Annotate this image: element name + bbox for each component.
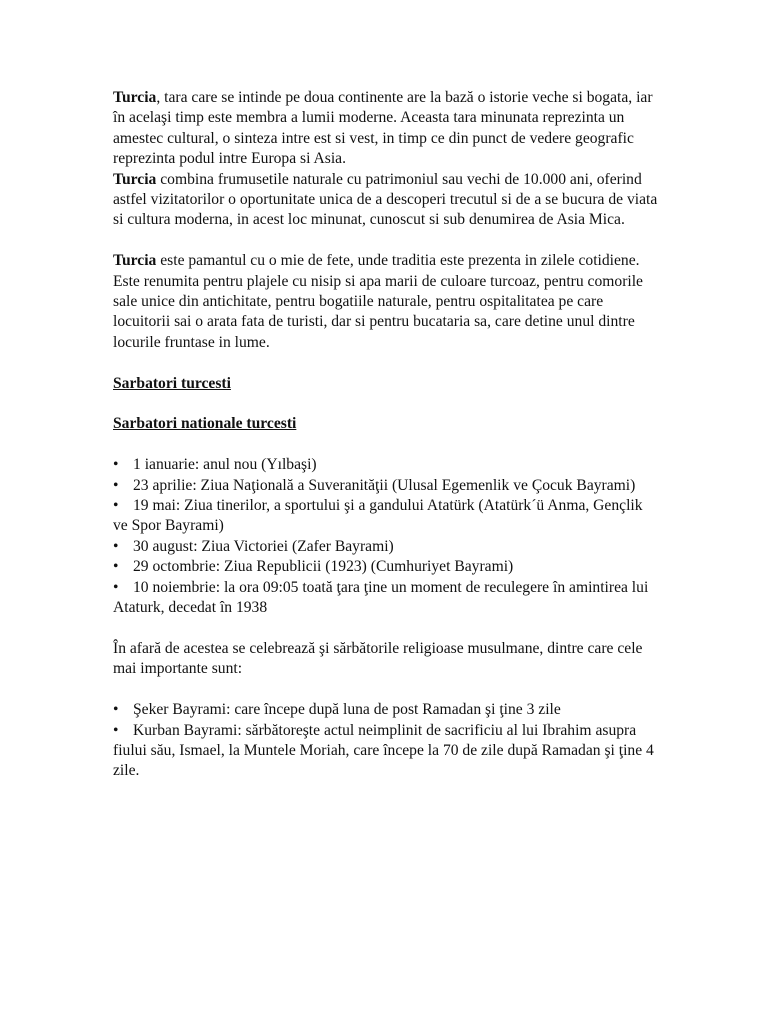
country-keyword: Turcia	[113, 170, 157, 188]
intro-paragraph-3	[113, 251, 658, 353]
bullet-icon: •	[113, 721, 119, 739]
bullet-icon: •	[113, 476, 119, 494]
paragraph-text: este pamantul cu o mie de fete, unde traditia este prezenta in zilele cotidiene. Este renumita pentru plajele cu nisip si apa marii de culoare turcoaz, pentru comorile sale unice din antichitate, pentru bogatiile naturale, pentru ospitalitatea pe care locuitorii sai o arata fata de turisti, dar si pentru bucataria sa, care detine unul dintre locurile fruntase in lume.	[113, 252, 643, 351]
list-item-text: 23 aprilie: Ziua Naţională a Suveranităţii (Ulusal Egemenlik ve Çocuk Bayrami)	[133, 476, 636, 494]
religious-holidays-list	[113, 700, 658, 782]
bullet-icon: •	[113, 537, 119, 555]
bullet-icon: •	[113, 578, 119, 596]
intro-paragraph-2	[113, 170, 658, 231]
list-item-text: 1 ianuarie: anul nou (Yılbaşi)	[133, 456, 317, 474]
intro-paragraph-1	[113, 88, 658, 170]
bullet-icon: •	[113, 456, 119, 474]
document-page	[113, 88, 658, 782]
country-keyword: Turcia	[113, 89, 157, 106]
section-heading: Sarbatori turcesti	[113, 374, 231, 392]
list-item-text: Kurban Bayrami: sărbătoreşte actul neimplinit de sacrificiu al lui Ibrahim asupra fiului său, Ismael, la Muntele Moriah, care începe la 70 de zile după Ramadan şi ţine 4 zile.	[113, 721, 654, 780]
paragraph-text: combina frumusetile naturale cu patrimoniul sau vechi de 10.000 ani, oferind astfel vizitatorilor o oportunitate unica de a descoperi trecutul si de a se bucura de viata si cultura moderna, in acest loc minunat, cunoscut si sub denumirea de Asia Mica.	[113, 170, 658, 229]
list-item	[113, 455, 658, 475]
list-item-text: 29 octombrie: Ziua Republicii (1923) (Cumhuriyet Bayrami)	[133, 558, 514, 576]
bullet-icon: •	[113, 497, 119, 515]
list-item	[113, 557, 658, 577]
list-item-text: 19 mai: Ziua tinerilor, a sportului şi a gandului Atatürk (Atatürk´ü Anma, Gençlik ve Spor Bayrami)	[113, 497, 643, 535]
list-item	[113, 496, 658, 537]
list-item	[113, 476, 658, 496]
list-item-text: 10 noiembrie: la ora 09:05 toată ţara ţine un moment de reculegere în amintirea lui Ataturk, decedat în 1938	[113, 578, 649, 617]
religious-intro-paragraph: În afară de acestea se celebrează şi sărbătorile religioase musulmane, dintre care cele mai importante sunt:	[113, 639, 643, 678]
list-item	[113, 578, 658, 619]
bullet-icon: •	[113, 701, 119, 719]
list-item-text: Şeker Bayrami: care începe după luna de post Ramadan şi ţine 3 zile	[133, 701, 561, 719]
national-holidays-list	[113, 455, 658, 618]
paragraph-text: , tara care se intinde pe doua continente are la bază o istorie veche si bogata, iar în acelaşi timp este membra a lumii moderne. Aceasta tara minunata reprezinta un amestec cultural, o sinteza intre est si vest, in timp ce din punct de vedere geografic reprezinta podul intre Europa si Asia.	[113, 89, 653, 168]
subsection-heading: Sarbatori nationale turcesti	[113, 415, 297, 433]
bullet-icon: •	[113, 558, 119, 576]
list-item	[113, 537, 658, 557]
list-item-text: 30 august: Ziua Victoriei (Zafer Bayrami)	[133, 537, 394, 555]
list-item	[113, 700, 658, 720]
list-item	[113, 721, 658, 782]
country-keyword: Turcia	[113, 252, 157, 270]
